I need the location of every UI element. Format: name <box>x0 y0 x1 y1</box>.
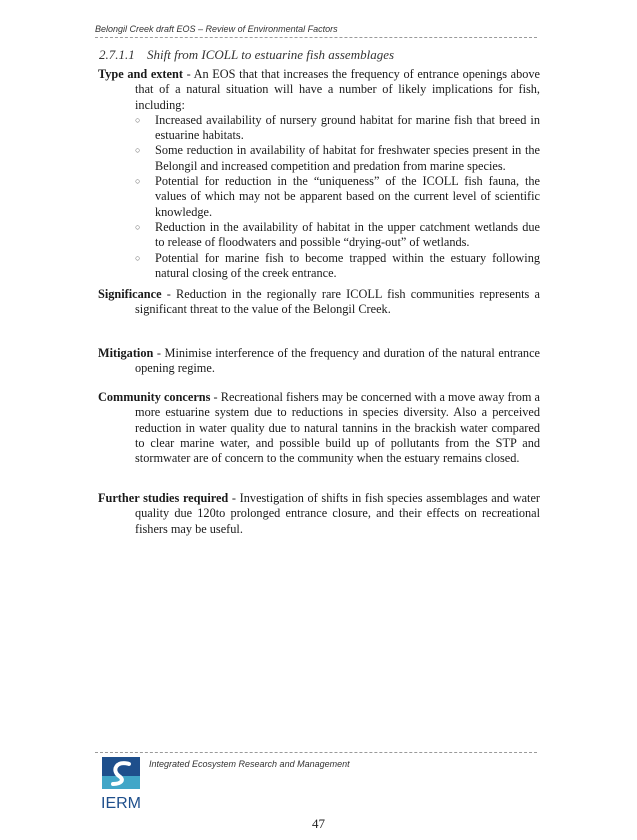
mitigation-label: Mitigation <box>98 346 154 360</box>
mitigation-block <box>98 346 540 377</box>
ierm-logo <box>99 754 143 812</box>
circle-bullet-icon: ○ <box>135 145 141 156</box>
type-extent-text: - An EOS that that increases the frequency of entrance openings above that of a natural situation will have a number of likely implications for fish, including: <box>135 67 540 112</box>
type-extent-paragraph <box>98 67 540 113</box>
section-heading <box>99 47 394 63</box>
community-text: - Recreational fishers may be concerned with a move away from a more estuarine system due to reductions in species diversity. Also a perceived reduction in water quality due to natural tannins in the brackish water compared to clear marine water, and possible build up of pollutants from the STP and stormwater are of concern to the community when the estuary remains closed. <box>135 390 541 466</box>
type-extent-block <box>98 67 540 281</box>
circle-bullet-icon: ○ <box>135 221 141 232</box>
footer-divider <box>95 752 537 753</box>
list-item: ○ Some reduction in availability of habitat for freshwater species present in the Belongil and increased competition and predation from marine species. <box>135 143 540 173</box>
footer-organization: Integrated Ecosystem Research and Management <box>149 759 350 769</box>
circle-bullet-icon: ○ <box>135 114 141 125</box>
mitigation-text: - Minimise interference of the frequency and duration of the natural entrance opening regime. <box>135 346 540 376</box>
circle-bullet-icon: ○ <box>135 176 141 187</box>
further-studies-block <box>98 491 540 537</box>
significance-label: Significance <box>98 287 162 301</box>
list-item: ○ Increased availability of nursery ground habitat for marine fish that breed in estuarine habitats. <box>135 112 540 143</box>
list-item: ○ Potential for reduction in the “uniqueness” of the ICOLL fish fauna, the values of which may not be apparent based on the current level of scientific knowledge. <box>135 174 540 219</box>
implications-list <box>98 113 540 281</box>
type-extent-label: Type and extent <box>98 67 183 81</box>
mitigation-paragraph <box>98 346 540 377</box>
significance-paragraph <box>98 287 540 318</box>
community-label: Community concerns <box>98 390 211 404</box>
page-number: 47 <box>312 816 325 831</box>
section-title: Shift from ICOLL to estuarine fish assemblages <box>147 47 395 62</box>
further-studies-text: - Investigation of shifts in fish species assemblages and water quality due 120to prolonged entrance closure, and their effects on recreational fishers may be useful. <box>135 491 541 536</box>
running-header: Belongil Creek draft EOS – Review of Environmental Factors <box>95 24 537 38</box>
list-item: ○ Potential for marine fish to become trapped within the estuary following natural closing of the creek entrance. <box>135 250 540 280</box>
community-block <box>98 390 540 466</box>
ierm-logo-icon <box>99 754 143 812</box>
section-number: 2.7.1.1 <box>99 47 135 62</box>
circle-bullet-icon: ○ <box>135 252 141 263</box>
further-studies-label: Further studies required <box>98 491 229 505</box>
significance-block <box>98 287 540 318</box>
significance-text: - Reduction in the regionally rare ICOLL fish communities represents a significant threat to the value of the Belongil Creek. <box>135 287 540 317</box>
logo-wordmark: IERM <box>101 795 141 812</box>
further-studies-paragraph <box>98 491 540 537</box>
community-paragraph <box>98 390 540 466</box>
list-item: ○ Reduction in the availability of habitat in the upper catchment wetlands due to release of floodwaters and possible “drying-out” of wetlands. <box>135 219 540 250</box>
